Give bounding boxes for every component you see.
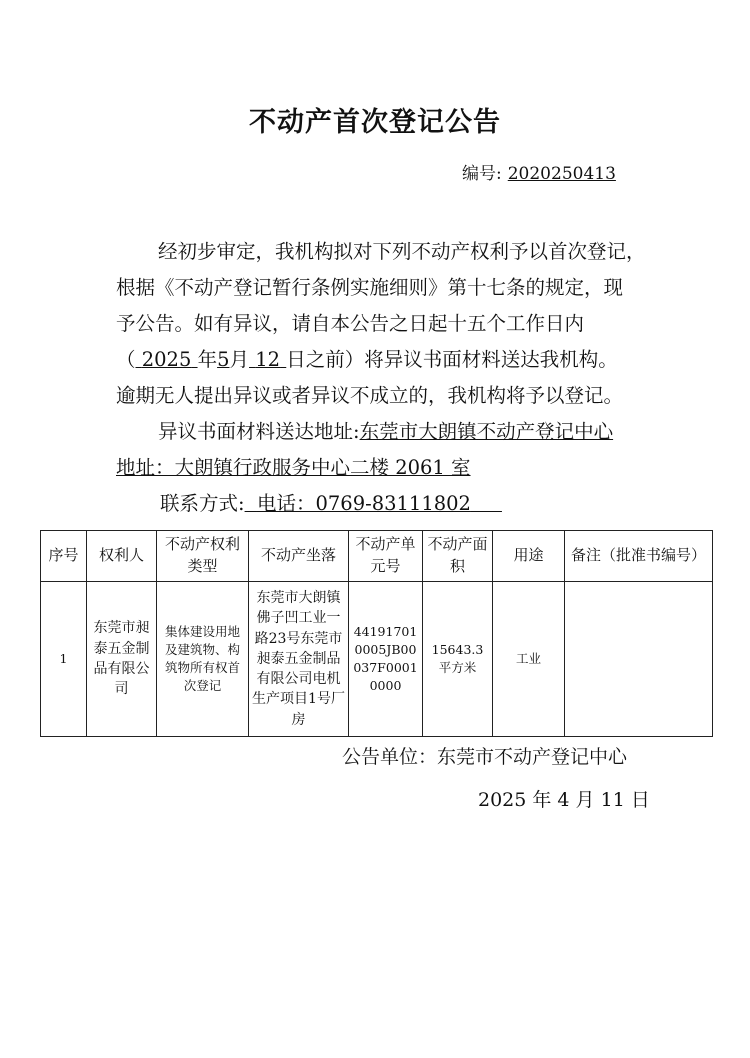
cell-remark [565, 582, 713, 737]
deadline-suffix: 日之前）将异议书面材料送达我机构。 [286, 348, 618, 371]
deadline-day: 12 [255, 348, 281, 371]
table-header-row [41, 531, 713, 582]
header-no: 序号 [41, 531, 87, 582]
document-number-label: 编号: [462, 164, 502, 184]
issue-date: 2025 年 4 月 11 日 [478, 789, 650, 811]
deadline-month: 5 [217, 348, 230, 371]
contact-label: 联系方式: [160, 492, 245, 515]
registration-table [40, 530, 713, 737]
deadline-open: （ [116, 348, 136, 371]
cell-area: 15643.3平方米 [423, 582, 493, 737]
page-title: 不动产首次登记公告 [249, 107, 501, 138]
header-owner: 权利人 [87, 531, 157, 582]
document-number [462, 159, 616, 184]
deadline-year: 2025 [141, 348, 192, 371]
body-line-5: 逾期无人提出异议或者异议不成立的，我机构将予以登记。 [116, 384, 624, 407]
address-label: 异议书面材料送达地址: [158, 420, 360, 443]
document-number-value: 2020250413 [507, 164, 616, 184]
body-line-2: 根据《不动产登记暂行条例实施细则》第十七条的规定，现 [116, 276, 624, 299]
body-line-1: 经初步审定，我机构拟对下列不动产权利予以首次登记， [158, 240, 646, 263]
header-remark: 备注（批准书编号） [565, 531, 713, 582]
address-value: 东莞市大朗镇不动产登记中心 [359, 420, 614, 443]
issuing-unit: 公告单位：东莞市不动产登记中心 [342, 746, 628, 768]
body-deadline-line [116, 344, 618, 372]
address-line [158, 416, 613, 444]
contact-value: 电话：0769-83111802 [256, 492, 471, 515]
cell-no: 1 [41, 582, 87, 737]
cell-unit-no: 441917010005JB00037F00010000 [349, 582, 423, 737]
cell-right-type: 集体建设用地及建筑物、构筑物所有权首次登记 [157, 582, 249, 737]
cell-location: 东莞市大朗镇佛子凹工业一路23号东莞市昶泰五金制品有限公司电机生产项目1号厂房 [249, 582, 349, 737]
address-line-2: 地址：大朗镇行政服务中心二楼 2061 室 [116, 456, 471, 479]
header-usage: 用途 [493, 531, 565, 582]
header-location: 不动产坐落 [249, 531, 349, 582]
cell-owner: 东莞市昶泰五金制品有限公司 [87, 582, 157, 737]
table-row [41, 582, 713, 737]
contact-line [160, 488, 502, 516]
deadline-month-unit: 月 [229, 348, 250, 371]
deadline-year-unit: 年 [197, 348, 218, 371]
header-unit-no: 不动产单元号 [349, 531, 423, 582]
header-area: 不动产面积 [423, 531, 493, 582]
body-line-3: 予公告。如有异议，请自本公告之日起十五个工作日内 [116, 312, 585, 335]
header-right-type: 不动产权利类型 [157, 531, 249, 582]
cell-usage: 工业 [493, 582, 565, 737]
